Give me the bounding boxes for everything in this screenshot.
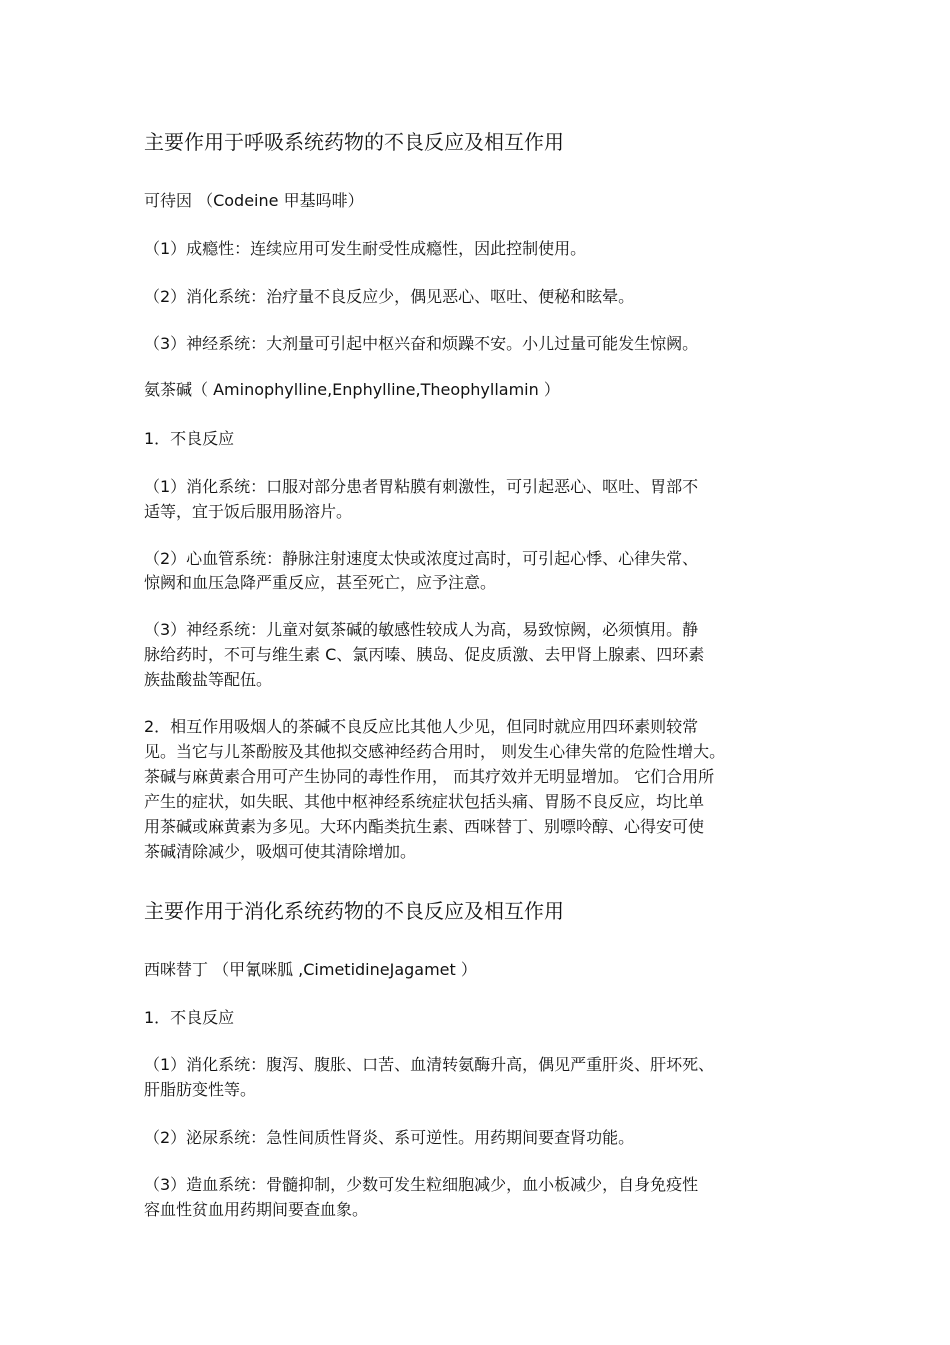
interaction-line: 产生的症状，如失眠、其他中枢神经系统症状包括头痛、胃肠不良反应，均比单 [144,792,705,811]
cimetidine-p3-line: 容血性贫血用药期间要查血象。 [144,1200,369,1219]
codeine-item-2: （2）消化系统：治疗量不良反应少，偶见恶心、呕吐、便秘和眩晕。 [144,287,635,306]
aminophylline-p3-line: 族盐酸盐等配伍。 [144,670,273,689]
cimetidine-p1-line: 肝脂肪变性等。 [144,1080,257,1099]
codeine-item-1: （1）成瘾性：连续应用可发生耐受性成瘾性，因此控制使用。 [144,239,587,258]
section-heading-digestive: 主要作用于消化系统药物的不良反应及相互作用 [144,899,564,923]
cimetidine-p1-line: （1）消化系统：腹泻、腹胀、口苦、血清转氨酶升高，偶见严重肝炎、肝坏死、 [144,1055,715,1074]
aminophylline-p3-line: 脉给药时，不可与维生素 C、氯丙嗪、胰岛、促皮质激、去甲肾上腺素、四环素 [144,645,705,664]
aminophylline-p2-line: （2）心血管系统：静脉注射速度太快或浓度过高时，可引起心悸、心律失常、 [144,549,699,568]
aminophylline-p1-line: （1）消化系统：口服对部分患者胃粘膜有刺激性，可引起恶心、呕吐、胃部不 [144,477,699,496]
interaction-line: 2．相互作用吸烟人的茶碱不良反应比其他人少见，但同时就应用四环素则较常 [144,717,699,736]
interaction-line: 茶碱与麻黄素合用可产生协同的毒性作用， 而其疗效并无明显增加。 它们合用所 [144,767,715,786]
drug-title-cimetidine: 西咪替丁 （甲氰咪胍 ,CimetidineJagamet ） [144,960,477,979]
interaction-line: 茶碱清除减少，吸烟可使其清除增加。 [144,842,417,861]
aminophylline-p3-line: （3）神经系统：儿童对氨茶碱的敏感性较成人为高，易致惊阙，必须慎用。静 [144,620,699,639]
subheading-adverse-reactions: 1．不良反应 [144,1008,235,1027]
interaction-line: 见。当它与儿茶酚胺及其他拟交感神经药合用时， 则发生心律失常的危险性增大。 [144,742,726,761]
drug-title-codeine: 可待因 （Codeine 甲基吗啡） [144,191,364,210]
drug-title-aminophylline: 氨茶碱（ Aminophylline,Enphylline,Theophyllamin ） [144,380,560,399]
aminophylline-p1-line: 适等，宜于饭后服用肠溶片。 [144,502,353,521]
codeine-item-3: （3）神经系统：大剂量可引起中枢兴奋和烦躁不安。小儿过量可能发生惊阙。 [144,334,699,353]
cimetidine-p2-line: （2）泌尿系统：急性间质性肾炎、系可逆性。用药期间要查肾功能。 [144,1128,635,1147]
aminophylline-p2-line: 惊阙和血压急降严重反应，甚至死亡，应予注意。 [144,573,497,592]
subheading-adverse-reactions: 1．不良反应 [144,429,235,448]
section-heading-respiratory: 主要作用于呼吸系统药物的不良反应及相互作用 [144,130,564,154]
interaction-line: 用茶碱或麻黄素为多见。大环内酯类抗生素、西咪替丁、别嘌呤醇、心得安可使 [144,817,705,836]
cimetidine-p3-line: （3）造血系统：骨髓抑制，少数可发生粒细胞减少，血小板减少，自身免疫性 [144,1175,699,1194]
